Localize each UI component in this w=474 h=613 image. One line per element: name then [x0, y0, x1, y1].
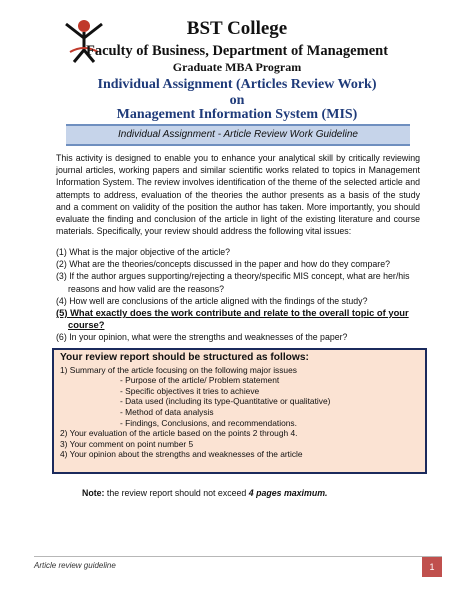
structure-subitem: - Method of data analysis	[120, 406, 214, 417]
title-on: on	[229, 93, 245, 108]
structure-subitem: - Purpose of the article/ Problem statement	[120, 375, 280, 386]
footer-title: Article review guideline	[34, 561, 116, 570]
issue-item: (2) What are the theories/concepts discussed in the paper and how do they compare?	[56, 259, 390, 270]
college-name: BST College	[186, 18, 288, 39]
structure-subitem: - Specific objectives it tries to achieve	[120, 385, 260, 396]
page-footer	[34, 556, 442, 577]
structure-item: 3) Your comment on point number 5	[60, 438, 194, 449]
structure-list	[60, 365, 420, 460]
structure-item: 4) Your opinion about the strengths and weaknesses of the article	[60, 449, 303, 460]
structure-heading: Your review report should be structured as follows:	[60, 352, 309, 363]
issue-item: (1) What is the major objective of the article?	[56, 247, 231, 257]
issue-item: (4) How well are conclusions of the article aligned with the findings of the study?	[56, 295, 368, 306]
page-number-badge: 1	[422, 557, 442, 577]
structure-item: 1) Summary of the article focusing on the following major issues	[60, 364, 297, 375]
guideline-banner: Individual Assignment - Article Review Work Guideline	[66, 124, 410, 146]
issue-item-highlighted: (5) What exactly does the work contribute and relate to the overall topic of your course?	[56, 307, 409, 331]
issues-list	[56, 246, 420, 344]
intro-paragraph: This activity is designed to enable you to enhance your analytical skill by critically reviewing journal articles, working papers and similar scientific works related to topics in Management Information System. The review involves identification of the theme of the selected article and attempts to address, evaluation of the theories the author presents as a basis of the study and a comment on validity of the position the author has taken. More importantly, you should evaluate the finding and conclusion of the article in light of the existing literature and course materials. Specifically, your review should address the following vital issues:	[56, 153, 420, 237]
program-line: Graduate MBA Program	[172, 60, 302, 74]
page-limit-note	[82, 488, 327, 498]
issue-item: (6) In your opinion, what were the strengths and weaknesses of the paper?	[56, 332, 348, 343]
course-title: Management Information System (MIS)	[116, 107, 358, 122]
note-text: the review report should not exceed	[104, 488, 249, 498]
structure-box	[52, 348, 427, 474]
faculty-line: Faculty of Business, Department of Management	[85, 43, 389, 59]
assignment-title: Individual Assignment (Articles Review Work)	[97, 77, 377, 92]
structure-subitem: - Findings, Conclusions, and recommendations.	[120, 417, 297, 428]
issue-item: (3) If the author argues supporting/rejecting a theory/specific MIS concept, what are her/his reasons and how valid are the reasons?	[56, 271, 410, 294]
structure-subitem: - Data used (including its type-Quantitative or qualitative)	[120, 396, 331, 407]
structure-item: 2) Your evaluation of the article based on the points 2 through 4.	[60, 428, 298, 439]
note-emphasis: 4 pages maximum.	[248, 488, 328, 498]
note-label: Note:	[82, 488, 105, 498]
